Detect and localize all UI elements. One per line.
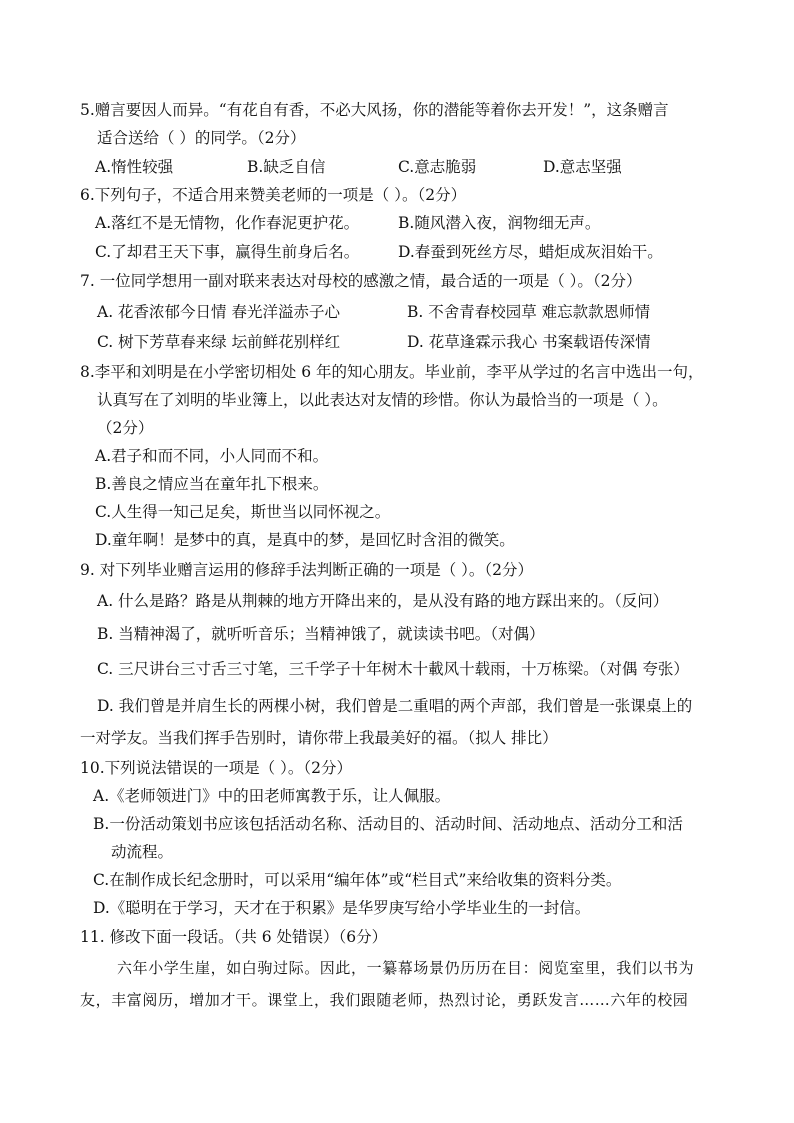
q10-option-a: A.《老师领进门》中的田老师寓教于乐，让人佩服。	[93, 787, 451, 805]
q6-option-a: A.落红不是无情物，化作春泥更护花。	[95, 214, 360, 232]
q8-option-d: D.童年啊！是梦中的真，是真中的梦，是回忆时含泪的微笑。	[95, 531, 515, 549]
q10-stem: 10.下列说法错误的一项是（ ）。（2分）	[80, 759, 352, 777]
q8-option-b: B.善良之情应当在童年扎下根来。	[95, 475, 329, 493]
q10-option-c: C.在制作成长纪念册时，可以采用“编年体”或“栏目式”来给收集的资料分类。	[93, 871, 622, 889]
q8-stem-line1: 8.李平和刘明是在小学密切相处 6 年的知心朋友。毕业前，李平从学过的名言中选出一句，	[80, 363, 704, 381]
q10-option-b-line2: 动流程。	[111, 843, 174, 861]
q9-option-d-line2: 一对学友。当我们挥手告别时，请你带上我最美好的福。（拟人 排比）	[80, 729, 558, 747]
q9-option-a: A. 什么是路？路是从荆棘的地方开降出来的，是从没有路的地方踩出来的。（反问）	[97, 592, 669, 610]
q10-option-d: D.《聪明在于学习，天才在于积累》是华罗庚写给小学毕业生的一封信。	[93, 899, 591, 917]
q6-option-c: C.了却君王天下事，赢得生前身后名。	[95, 243, 360, 261]
q8-option-a: A.君子和而不同，小人同而不和。	[95, 447, 329, 465]
q10-option-b-line1: B.一份活动策划书应该包括活动名称、活动目的、活动时间、活动地点、活动分工和活	[93, 815, 683, 833]
q9-option-c: C. 三尺讲台三寸舌三寸笔，三千学子十年树木十載风十载雨，十万栋梁。（对偶 夸张）	[97, 660, 689, 678]
q6-option-b: B.随风潜入夜，润物细无声。	[398, 214, 601, 232]
q8-option-c: C.人生得一知己足矣，斯世当以同怀视之。	[95, 503, 391, 521]
q9-stem: 9. 对下列毕业赠言运用的修辞手法判断正确的一项是（ ）。（2分）	[80, 561, 534, 579]
q6-option-d: D.春蚕到死丝方尽，蜡炬成灰泪始干。	[398, 243, 663, 261]
q5-option-c: C.意志脆弱	[398, 158, 477, 176]
q7-option-b: B. 不舍青春校园草 难忘款款恩师情	[407, 303, 651, 321]
q9-option-d-line1: D. 我们曾是并肩生长的两棵小树，我们曾是二重唱的两个声部，我们曾是一张课桌上的	[97, 697, 693, 715]
q5-option-a: A.惰性较强	[95, 158, 174, 176]
q7-option-d: D. 花草逢霖示我心 书案载语传深情	[407, 333, 651, 351]
q8-stem-line2: 认真写在了刘明的毕业簿上，以此表达对友情的珍惜。你认为最恰当的一项是（ ）。	[97, 391, 668, 409]
q9-option-b: B. 当精神渴了，就听听音乐；当精神饿了，就读读书吧。（对偶）	[97, 625, 545, 643]
q11-paragraph-line1: 六年小学生崖，如白驹过际。因此，一纂幕场景仍历历在目：阅览室里，我们以书为	[117, 959, 695, 977]
q8-stem-line3: （2分）	[97, 419, 154, 437]
q5-stem-line2: 适合送给（ ）的同学。（2分）	[97, 129, 306, 147]
q11-paragraph-line2: 友，丰富阅历，增加才干。课堂上，我们跟随老师，热烈讨论，勇跃发言……六年的校园	[80, 991, 689, 1009]
q5-stem-line1: 5.赠言要因人而异。“有花自有香，不必大风扬，你的潜能等着你去开发！”，这条赠言	[80, 101, 669, 119]
q11-stem: 11. 修改下面一段话。（共 6 处错误）（6分）	[80, 928, 388, 946]
q7-option-c: C. 树下芳草春来绿 坛前鲜花别样红	[97, 333, 341, 351]
q5-option-d: D.意志坚强	[543, 158, 622, 176]
q6-stem: 6.下列句子，不适合用来赞美老师的一项是（ ）。（2分）	[80, 186, 467, 204]
q5-option-b: B.缺乏自信	[247, 158, 326, 176]
q7-stem: 7. 一位同学想用一副对联来表达对母校的感激之情，最合适的一项是（ ）。（2分）	[80, 272, 642, 290]
q7-option-a: A. 花香浓郁今日情 春光洋溢赤子心	[97, 303, 340, 321]
